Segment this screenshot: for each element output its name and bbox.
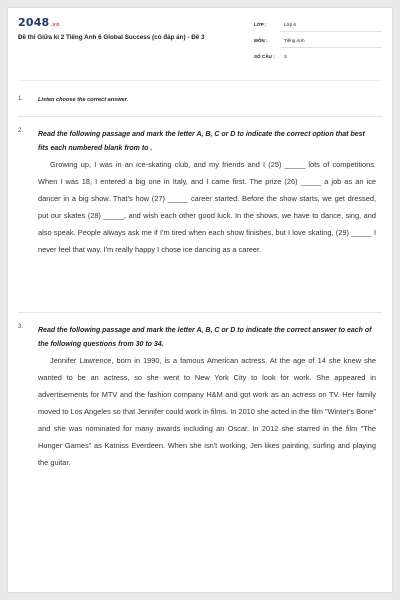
reading-passage: Growing up, I was in an ice-skating club, and my friends and I (25) _____ lots of competitions. When I was 18, I entered a big one in Italy, and I came first. The prize (26) _____ a job as an ice dancer in a big show. That's how (27) _____ career started. Before the show starts, we get dressed, put our skates (28) _____, and wish each other good luck. In the shows, we have to dance, sing, and also speak. People always ask me if I'm tired when each show finishes, but I love skating, (29) _____ I never feel that way. I'm really happy I chose ice dancing as a career. <box>38 160 376 254</box>
meta-label: SỐ CÂU : <box>254 54 275 59</box>
exam-meta <box>254 22 382 70</box>
meta-row-subject <box>254 38 382 54</box>
reading-passage: Jennifer Lawrence, born in 1990, is a famous American actress. At the age of 14 she knew she wanted to be an actress, so she went to New York City to look for work. She appeared in advertisements for MTV and the fashion company H&M and got work as an actress on TV. Her family moved to Los Angeles so that Jennifer could work in films. In 2010 she acted in the film "Winter's Bone" and she was nominated for many awards including an Oscar. In 2012 she starred in the film "The Hunger Games" as Katniss Everdeen. When she isn't working, Jen likes painting, surfing and playing the guitar. <box>38 356 376 467</box>
question-instruction: Read the following passage and mark the letter A, B, C or D to indicate the correct answer to each of the following questions from 30 to 34. <box>38 327 372 348</box>
site-logo[interactable] <box>18 16 60 29</box>
question-number: 1. <box>18 96 24 102</box>
meta-label: MÔN : <box>254 38 268 43</box>
question-number: 2. <box>18 128 24 134</box>
meta-value: 3 <box>284 54 287 59</box>
question-divider <box>18 312 382 313</box>
meta-underline <box>280 31 382 32</box>
logo-text: 2048 <box>18 16 50 29</box>
meta-underline <box>280 47 382 48</box>
logo-suffix: .vn <box>50 22 60 28</box>
meta-label: LỚP : <box>254 22 267 27</box>
question-number: 3. <box>18 324 24 330</box>
exam-title: Đề thi Giữa kì 2 Tiếng Anh 6 Global Success (có đáp án) - Đề 3 <box>18 34 205 41</box>
meta-value: Lớp 6 <box>284 22 296 27</box>
question-divider <box>18 116 382 117</box>
document-page <box>8 8 392 592</box>
page-header <box>8 8 392 68</box>
header-divider <box>18 80 382 81</box>
question-instruction: Listen choose the correct answer. <box>38 97 129 103</box>
question-instruction: Read the following passage and mark the letter A, B, C or D to indicate the correct option that best fits each numbered blank from to . <box>38 131 365 152</box>
meta-value: Tiếng Anh <box>284 38 305 43</box>
meta-row-class <box>254 22 382 38</box>
meta-row-count <box>254 54 382 70</box>
